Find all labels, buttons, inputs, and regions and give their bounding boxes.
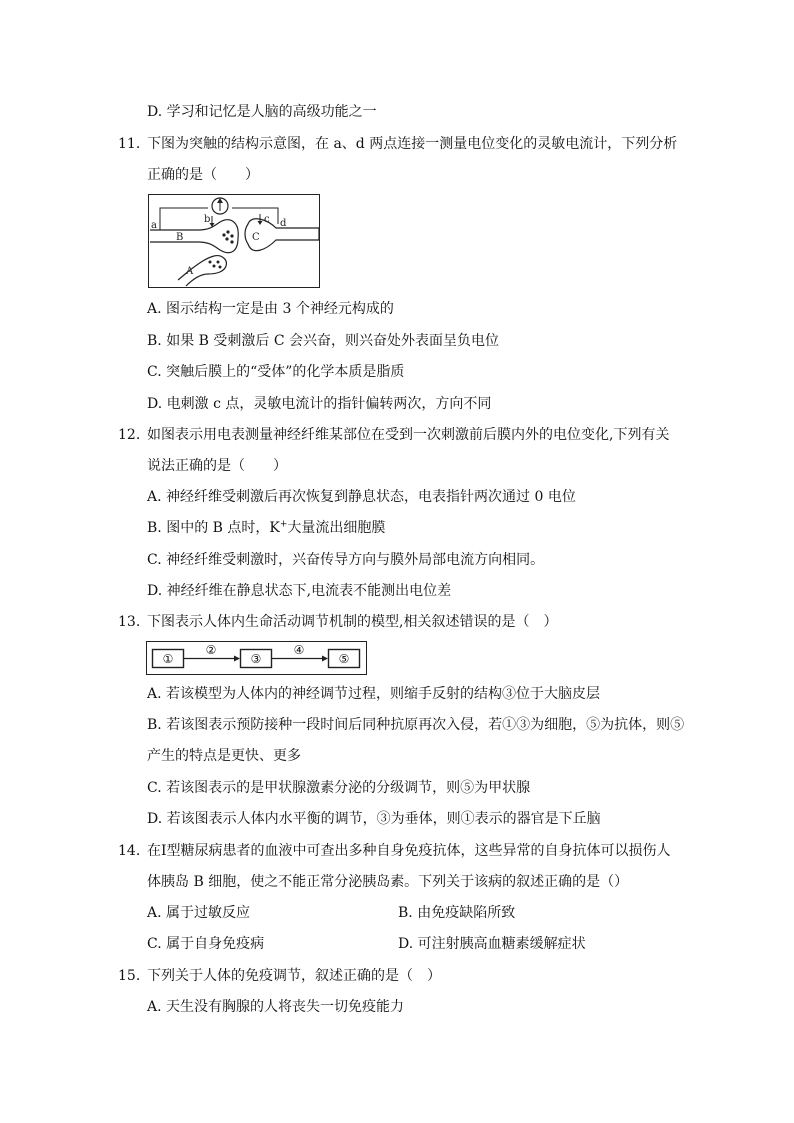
q12-option-a: A. 神经纤维受刺激后再次恢复到静息状态，电表指针两次通过 0 电位 (147, 489, 576, 505)
q11-option-d: D. 电刺激 c 点，灵敏电流计的指针偏转两次，方向不同 (147, 396, 492, 412)
box-3: ③ (250, 652, 262, 666)
q11-option-a: A. 图示结构一定是由 3 个神经元构成的 (147, 301, 394, 317)
box-1: ① (162, 652, 174, 666)
q13-number: 13. (118, 614, 141, 630)
q12-stem-line2: 说法正确的是（ ） (147, 458, 287, 474)
label-A: A (186, 266, 194, 277)
prev-option-d: D. 学习和记忆是人脑的高级功能之一 (147, 104, 377, 120)
q14-stem-line1: 在Ⅰ型糖尿病患者的血液中可查出多种自身免疫抗体，这些异常的自身抗体可以损伤人 (147, 843, 671, 859)
regulation-model-diagram (146, 641, 367, 675)
q14-number: 14. (118, 843, 141, 859)
q11-stem-line2: 正确的是（ ） (147, 167, 259, 183)
q13-option-a: A. 若该模型为人体内的神经调节过程，则缩手反射的结构③位于大脑皮层 (147, 686, 601, 702)
q13-stem: 下图表示人体内生命活动调节机制的模型,相关叙述错误的是（ ） (147, 614, 558, 630)
synapse-figure (148, 194, 320, 288)
q15-stem: 下列关于人体的免疫调节，叙述正确的是（ ） (147, 968, 441, 984)
q13-option-d: D. 若该图表示人体内水平衡的调节，③为垂体，则①表示的器官是下丘脑 (147, 811, 601, 827)
label-C: C (252, 232, 260, 243)
q13-option-b-line2: 产生的特点是更快、更多 (147, 748, 301, 764)
q12-option-c: C. 神经纤维受刺激时，兴奋传导方向与膜外局部电流方向相同。 (147, 552, 545, 568)
arrow-4-label: ④ (293, 643, 305, 657)
q11-stem-line1: 下图为突触的结构示意图，在 a、d 两点连接一测量电位变化的灵敏电流计，下列分析 (147, 136, 678, 152)
arrow-2-label: ② (205, 643, 217, 657)
q14-option-a: A. 属于过敏反应 (147, 905, 251, 921)
q14-option-d: D. 可注射胰高血糖素缓解症状 (398, 936, 586, 952)
q11-option-b: B. 如果 B 受刺激后 C 会兴奋，则兴奋处外表面呈负电位 (147, 333, 499, 349)
q11-number: 11. (118, 136, 141, 152)
q13-option-b-line1: B. 若该图表示预防接种一段时间后同种抗原再次入侵，若①③为细胞，⑤为抗体，则⑤ (147, 717, 685, 733)
label-B: B (176, 232, 184, 243)
q15-number: 15. (118, 968, 141, 984)
q13-option-c: C. 若该图表示的是甲状腺激素分泌的分级调节，则⑤为甲状腺 (147, 780, 531, 796)
q12-stem-line1: 如图表示用电表测量神经纤维某部位在受到一次刺激前后膜内外的电位变化,下列有关 (147, 427, 670, 443)
q11-option-c: C. 突触后膜上的“受体”的化学本质是脂质 (147, 364, 405, 380)
label-b: b (204, 214, 211, 225)
box-5: ⑤ (338, 652, 350, 666)
label-a: a (151, 220, 157, 231)
q15-option-a: A. 天生没有胸腺的人将丧失一切免疫能力 (147, 999, 405, 1015)
label-d: d (280, 218, 287, 229)
q14-option-c: C. 属于自身免疫病 (147, 936, 265, 952)
label-c: c (264, 214, 270, 225)
q12-number: 12. (118, 427, 141, 443)
q12-option-d: D. 神经纤维在静息状态下,电流表不能测出电位差 (147, 583, 452, 599)
q12-option-b: B. 图中的 B 点时，K+大量流出细胞膜 (147, 519, 386, 536)
q14-stem-line2: 体胰岛 B 细胞，使之不能正常分泌胰岛素。下列关于该病的叙述正确的是（） (147, 874, 629, 890)
q14-option-b: B. 由免疫缺陷所致 (398, 905, 516, 921)
